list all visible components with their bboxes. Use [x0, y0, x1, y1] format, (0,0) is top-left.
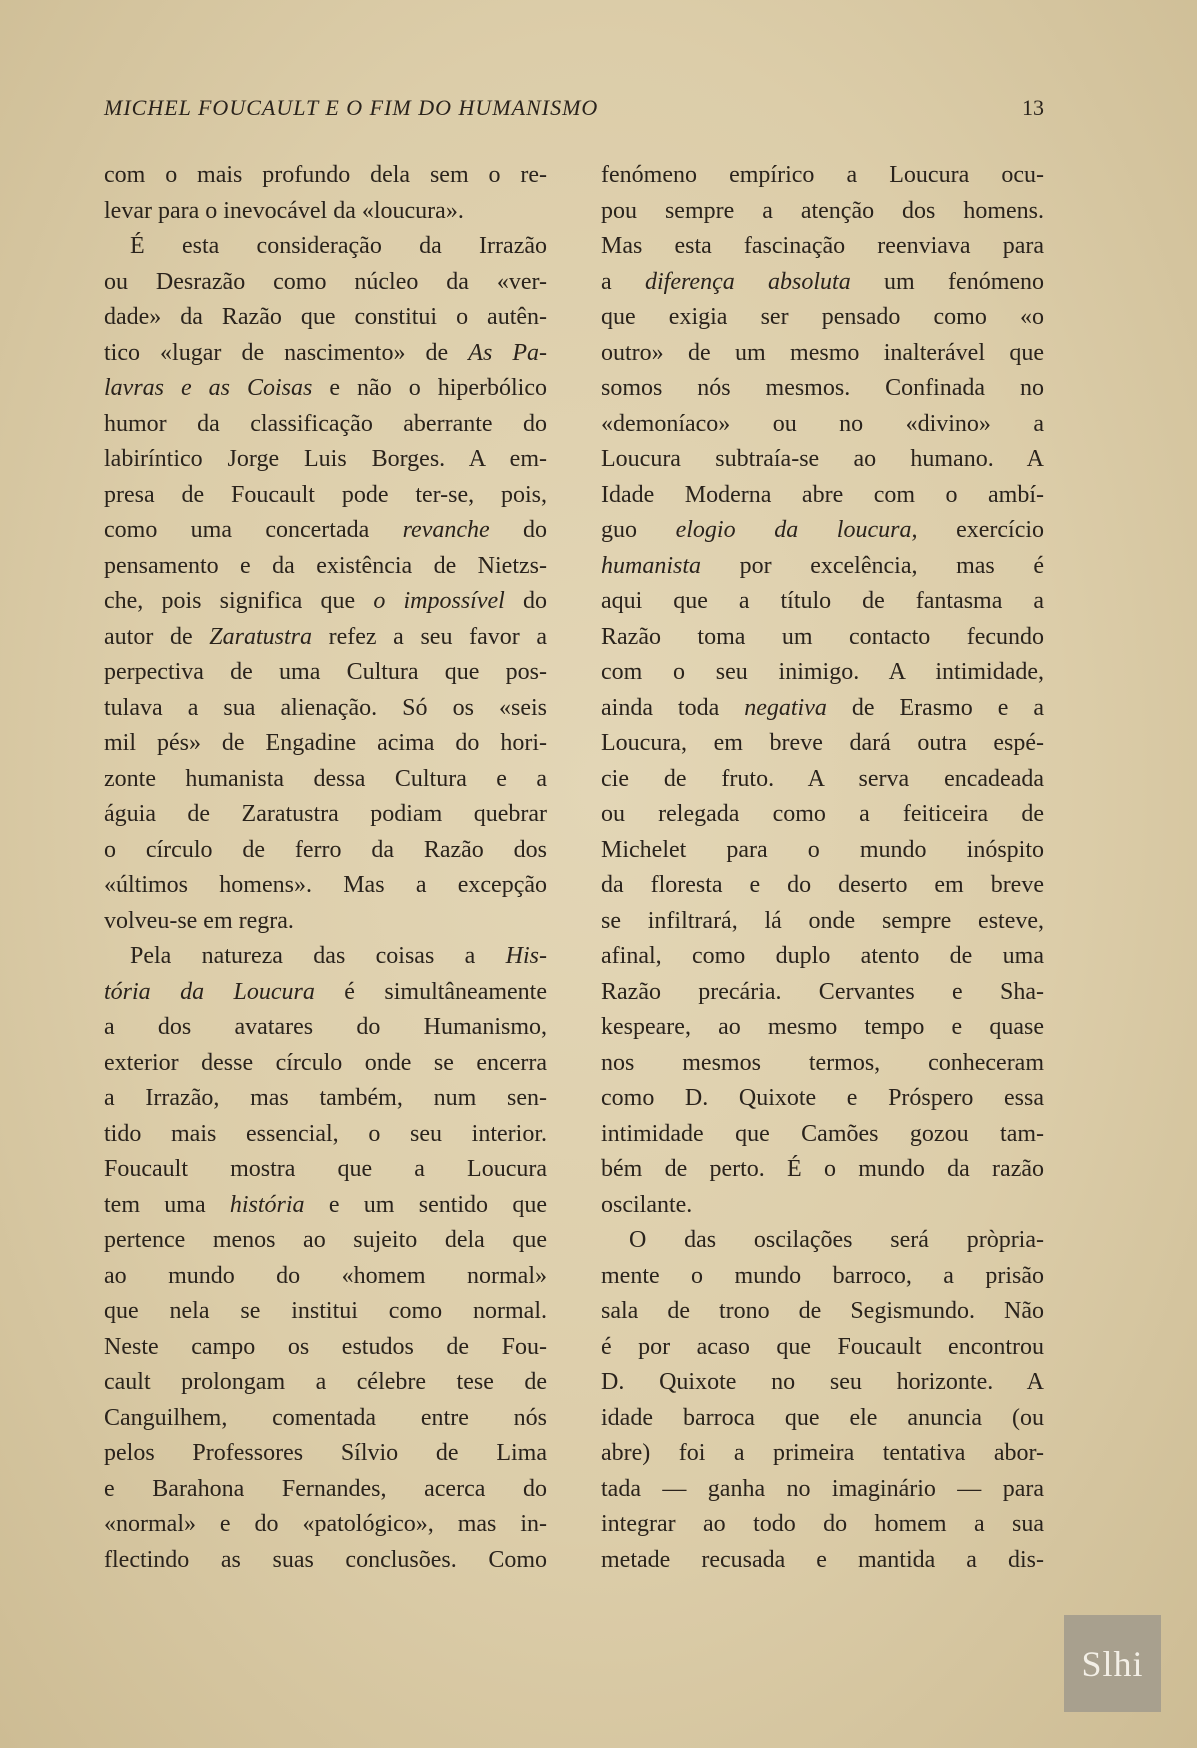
- text-line: idade barroca que ele anuncia (ou: [601, 1404, 1044, 1431]
- text-line: D. Quixote no seu horizonte. A: [601, 1369, 1044, 1395]
- text-line: perpectiva de uma Cultura que pos-: [104, 659, 547, 685]
- text-line: zonte humanista dessa Cultura e a: [104, 765, 547, 792]
- text-line: que exigia ser pensado como «o: [601, 304, 1044, 330]
- text-line: humor da classificação aberrante do: [104, 410, 547, 437]
- text-line: águia de Zaratustra podiam quebrar: [104, 801, 547, 827]
- text-line: humanista por excelência, mas é: [601, 552, 1044, 579]
- text-line: tico «lugar de nascimento» de As Pa-: [104, 339, 547, 366]
- text-line: É esta consideração da Irrazão: [130, 233, 547, 259]
- text-line: outro» de um mesmo inalterável que: [601, 339, 1044, 366]
- text-line: mil pés» de Engadine acima do hori-: [104, 730, 547, 756]
- page-number: 13: [1022, 95, 1044, 120]
- text-line: Pela natureza das coisas a His-: [130, 943, 547, 969]
- text-line: presa de Foucault pode ter-se, pois,: [104, 481, 547, 508]
- text-line: somos nós mesmos. Confinada no: [601, 375, 1044, 401]
- text-line: metade recusada e mantida a dis-: [601, 1546, 1044, 1573]
- text-line: «normal» e do «patológico», mas in-: [104, 1511, 547, 1537]
- text-line: o círculo de ferro da Razão dos: [104, 836, 547, 863]
- text-line: abre) foi a primeira tentativa abor-: [601, 1440, 1044, 1466]
- text-line: Idade Moderna abre com o ambí-: [601, 481, 1044, 508]
- text-line: Loucura subtraía-se ao humano. A: [601, 446, 1044, 472]
- text-line: oscilante.: [601, 1191, 693, 1218]
- text-line: tido mais essencial, o seu interior.: [104, 1120, 547, 1147]
- text-line: ou relegada como a feiticeira de: [601, 801, 1044, 827]
- text-line: e Barahona Fernandes, acerca do: [104, 1475, 547, 1502]
- text-line: nos mesmos termos, conheceram: [601, 1049, 1044, 1076]
- text-line: sala de trono de Segismundo. Não: [601, 1298, 1044, 1324]
- text-line: O das oscilações será pròpria-: [629, 1227, 1044, 1253]
- text-line: cie de fruto. A serva encadeada: [601, 765, 1044, 792]
- text-line: «demoníaco» ou no «divino» a: [601, 410, 1044, 437]
- text-line: Razão toma um contacto fecundo: [601, 623, 1044, 650]
- text-line: volveu-se em regra.: [104, 907, 294, 934]
- text-line: autor de Zaratustra refez a seu favor a: [104, 623, 547, 650]
- text-line: cault prolongam a célebre tese de: [104, 1369, 547, 1395]
- text-line: dade» da Razão que constitui o autên-: [104, 304, 547, 330]
- text-column-right: [601, 158, 1044, 1578]
- text-line: ainda toda negativa de Erasmo e a: [601, 694, 1044, 721]
- text-line: pou sempre a atenção dos homens.: [601, 197, 1044, 224]
- text-line: Canguilhem, comentada entre nós: [104, 1404, 547, 1431]
- text-line: kespeare, ao mesmo tempo e quase: [601, 1014, 1044, 1040]
- text-line: como D. Quixote e Próspero essa: [601, 1085, 1044, 1111]
- text-line: a diferença absoluta um fenómeno: [601, 268, 1044, 295]
- text-line: levar para o inevocável da «loucura».: [104, 197, 464, 224]
- text-line: labiríntico Jorge Luis Borges. A em-: [104, 446, 547, 472]
- watermark-logo: Slhi: [1064, 1615, 1161, 1712]
- text-line: lavras e as Coisas e não o hiperbólico: [104, 375, 547, 401]
- text-line: é por acaso que Foucault encontrou: [601, 1333, 1044, 1360]
- text-line: com o seu inimigo. A intimidade,: [601, 659, 1044, 685]
- text-line: pertence menos ao sujeito dela que: [104, 1227, 547, 1253]
- text-line: com o mais profundo dela sem o re-: [104, 162, 547, 188]
- text-line: Mas esta fascinação reenviava para: [601, 233, 1044, 259]
- text-line: se infiltrará, lá onde sempre esteve,: [601, 907, 1044, 934]
- text-line: da floresta e do deserto em breve: [601, 872, 1044, 898]
- text-line: aqui que a título de fantasma a: [601, 588, 1044, 614]
- text-line: que nela se institui como normal.: [104, 1298, 547, 1324]
- text-line: afinal, como duplo atento de uma: [601, 943, 1044, 969]
- text-line: flectindo as suas conclusões. Como: [104, 1546, 547, 1573]
- text-line: tulava a sua alienação. Só os «seis: [104, 694, 547, 721]
- text-line: a Irrazão, mas também, num sen-: [104, 1085, 547, 1111]
- text-line: ao mundo do «homem normal»: [104, 1262, 547, 1289]
- text-line: intimidade que Camões gozou tam-: [601, 1120, 1044, 1147]
- text-line: Michelet para o mundo inóspito: [601, 836, 1044, 863]
- running-head: [104, 95, 1044, 125]
- text-line: tada — ganha no imaginário — para: [601, 1475, 1044, 1502]
- text-line: Foucault mostra que a Loucura: [104, 1156, 547, 1182]
- text-line: integrar ao todo do homem a sua: [601, 1511, 1044, 1537]
- text-line: guo elogio da loucura, exercício: [601, 517, 1044, 543]
- text-line: fenómeno empírico a Loucura ocu-: [601, 162, 1044, 188]
- text-line: che, pois significa que o impossível do: [104, 588, 547, 614]
- text-line: Neste campo os estudos de Fou-: [104, 1333, 547, 1360]
- text-line: «últimos homens». Mas a excepção: [104, 872, 547, 898]
- text-line: mente o mundo barroco, a prisão: [601, 1262, 1044, 1289]
- text-line: como uma concertada revanche do: [104, 517, 547, 543]
- text-line: pelos Professores Sílvio de Lima: [104, 1440, 547, 1466]
- text-line: pensamento e da existência de Nietzs-: [104, 552, 547, 579]
- running-title: MICHEL FOUCAULT E O FIM DO HUMANISMO: [104, 95, 599, 120]
- text-line: Razão precária. Cervantes e Sha-: [601, 978, 1044, 1005]
- text-column-left: [104, 158, 547, 1578]
- text-line: exterior desse círculo onde se encerra: [104, 1049, 547, 1076]
- text-line: Loucura, em breve dará outra espé-: [601, 730, 1044, 756]
- text-line: tória da Loucura é simultâneamente: [104, 978, 547, 1005]
- text-line: bém de perto. É o mundo da razão: [601, 1156, 1044, 1182]
- text-line: a dos avatares do Humanismo,: [104, 1014, 547, 1040]
- text-line: ou Desrazão como núcleo da «ver-: [104, 268, 547, 295]
- text-line: tem uma história e um sentido que: [104, 1191, 547, 1218]
